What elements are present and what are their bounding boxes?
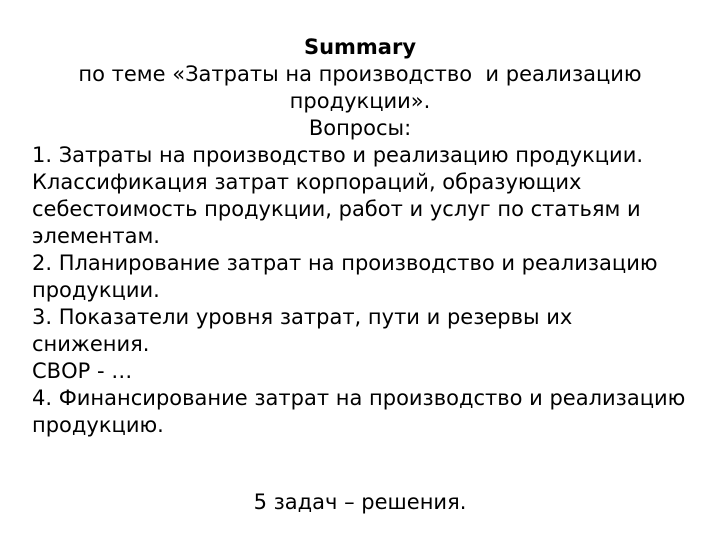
question-item-3: 3. Показатели уровня затрат, пути и резервы их снижения. <box>32 305 573 356</box>
slide-subtitle <box>20 61 700 115</box>
questions-list <box>32 142 692 439</box>
subtitle-line-2: продукции». <box>289 89 431 113</box>
subtitle-line-1: по теме «Затраты на производство и реализацию <box>78 62 642 86</box>
question-item-2: 2. Планирование затрат на производство и реализацию продукции. <box>32 251 658 302</box>
question-item-1: 1. Затраты на производство и реализацию продукции. Классификация затрат корпораций, образующих себестоимость продукции, работ и услуг по статьям и элементам. <box>32 143 644 248</box>
slide-title: Summary <box>303 35 417 59</box>
question-item-4: 4. Финансирование затрат на производство и реализацию продукцию. <box>32 386 686 437</box>
questions-heading: Вопросы: <box>308 116 412 140</box>
tasks-note: 5 задач – решения. <box>253 490 467 514</box>
svor-item: СВОР - … <box>32 359 133 383</box>
